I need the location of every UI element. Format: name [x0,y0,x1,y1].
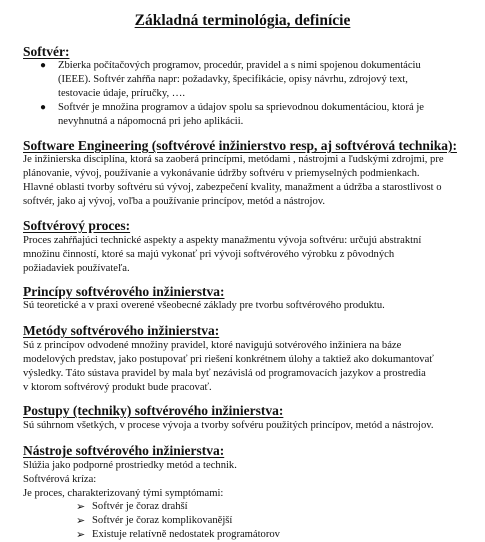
paragraph-line: Sú teoretické a v praxi overené všeobecné základy pre tvorbu softvérového produktu. [23,300,385,311]
paragraph-line: výsledky. Táto sústava pravidel by mala byť nezávislá od programovacích jazykov a prostredia [23,368,426,379]
paragraph-line: v ktorom softvérový produkt bude pracovať. [23,382,212,393]
arrow-bullet-icon: ➢ [76,515,86,527]
paragraph-line: Hlavné oblasti tvorby softvéru sú vývoj, zabezpečení kvality, manažment a údržba a starostlivost o [23,182,442,193]
bullet-line: testovacie údaje, príručky, …. [58,88,185,99]
section-heading-metody: Metódy softvérového inžinierstva: [23,323,220,338]
paragraph-line: Je inžinierska disciplína, ktorá sa zaoberá princípmi, metódami , nástrojmi a ľudskými zdrojmi, pre [23,154,444,165]
section-heading-softver: Softvér: [23,44,70,59]
paragraph-line: Proces zahŕňajúci technické aspekty a aspekty manažmentu vývoja softvéru: určujú abstraktní [23,235,422,246]
section-heading-softverovy-proces: Softvérový proces: [23,218,131,233]
paragraph-line: softvér, jako aj vývoj, voľba a používanie princípov, metód a nástrojov. [23,196,325,207]
arrow-item: Softvér je čoraz drahší [92,501,188,512]
section-heading-postupy: Postupy (techniky) softvérového inžinierstva: [23,403,284,418]
bullet-line: Softvér je množina programov a údajov spolu sa sprievodnou dokumentáciou, ktorá je [58,102,424,113]
paragraph-line: Softvérová kríza: [23,474,97,485]
bullet-line: Zbierka počítačových programov, procedúr, pravidel a s nimi spojenou dokumentáciu [58,60,421,71]
section-heading-nastroje: Nástroje softvérového inžinierstva: [23,443,225,458]
bullet-line: nevyhnutná a nápomocná pri jeho aplikácii. [58,116,244,127]
arrow-item: Softvér je čoraz komplikovanější [92,515,233,526]
paragraph-line: požiadaviek používateľa. [23,263,130,274]
arrow-bullet-icon: ➢ [76,529,86,541]
paragraph-line: Je proces, charakterizovaný tými symptómami: [23,488,224,499]
bullet-icon: ● [40,60,47,71]
paragraph-line: Slúžia jako podporné prostriedky metód a technik. [23,460,237,471]
arrow-bullet-icon: ➢ [76,501,86,513]
bullet-line: (IEEE). Softvér zahŕňa napr: požadavky, špecifikácie, opisy návrhu, zdrojový text, [58,74,408,85]
bullet-icon: ● [40,102,47,113]
paragraph-line: modelových predstav, jako postupovať pri riešení konkrétnem úlohy a taktiež ako dokumantovať [23,354,434,365]
arrow-item: Existuje relatívně nedostatek programátorov [92,529,280,540]
paragraph-line: Sú súhrnom všetkých, v procese vývoja a tvorby sofvéru použitých princípov, metód a nástrojov. [23,420,434,431]
section-heading-software-engineering: Software Engineering (softvérové inžinierstvo resp, aj softvérová technika): [23,138,457,153]
paragraph-line: Sú z princípov odvodené množiny pravidel, ktoré navigujú sotvérového inžiniera na báze [23,340,402,351]
page-title: Základná terminológia, definície [134,12,351,29]
paragraph-line: plánovanie, vývoj, používanie a vykonávanie údržby softvéru v priemyselných podmienkach. [23,168,420,179]
section-heading-principy: Princípy softvérového inžinierstva: [23,284,225,299]
paragraph-line: množinu činností, ktoré sa majú vykonať pri vývoji softvérového výrobku z pôvodných [23,249,395,260]
